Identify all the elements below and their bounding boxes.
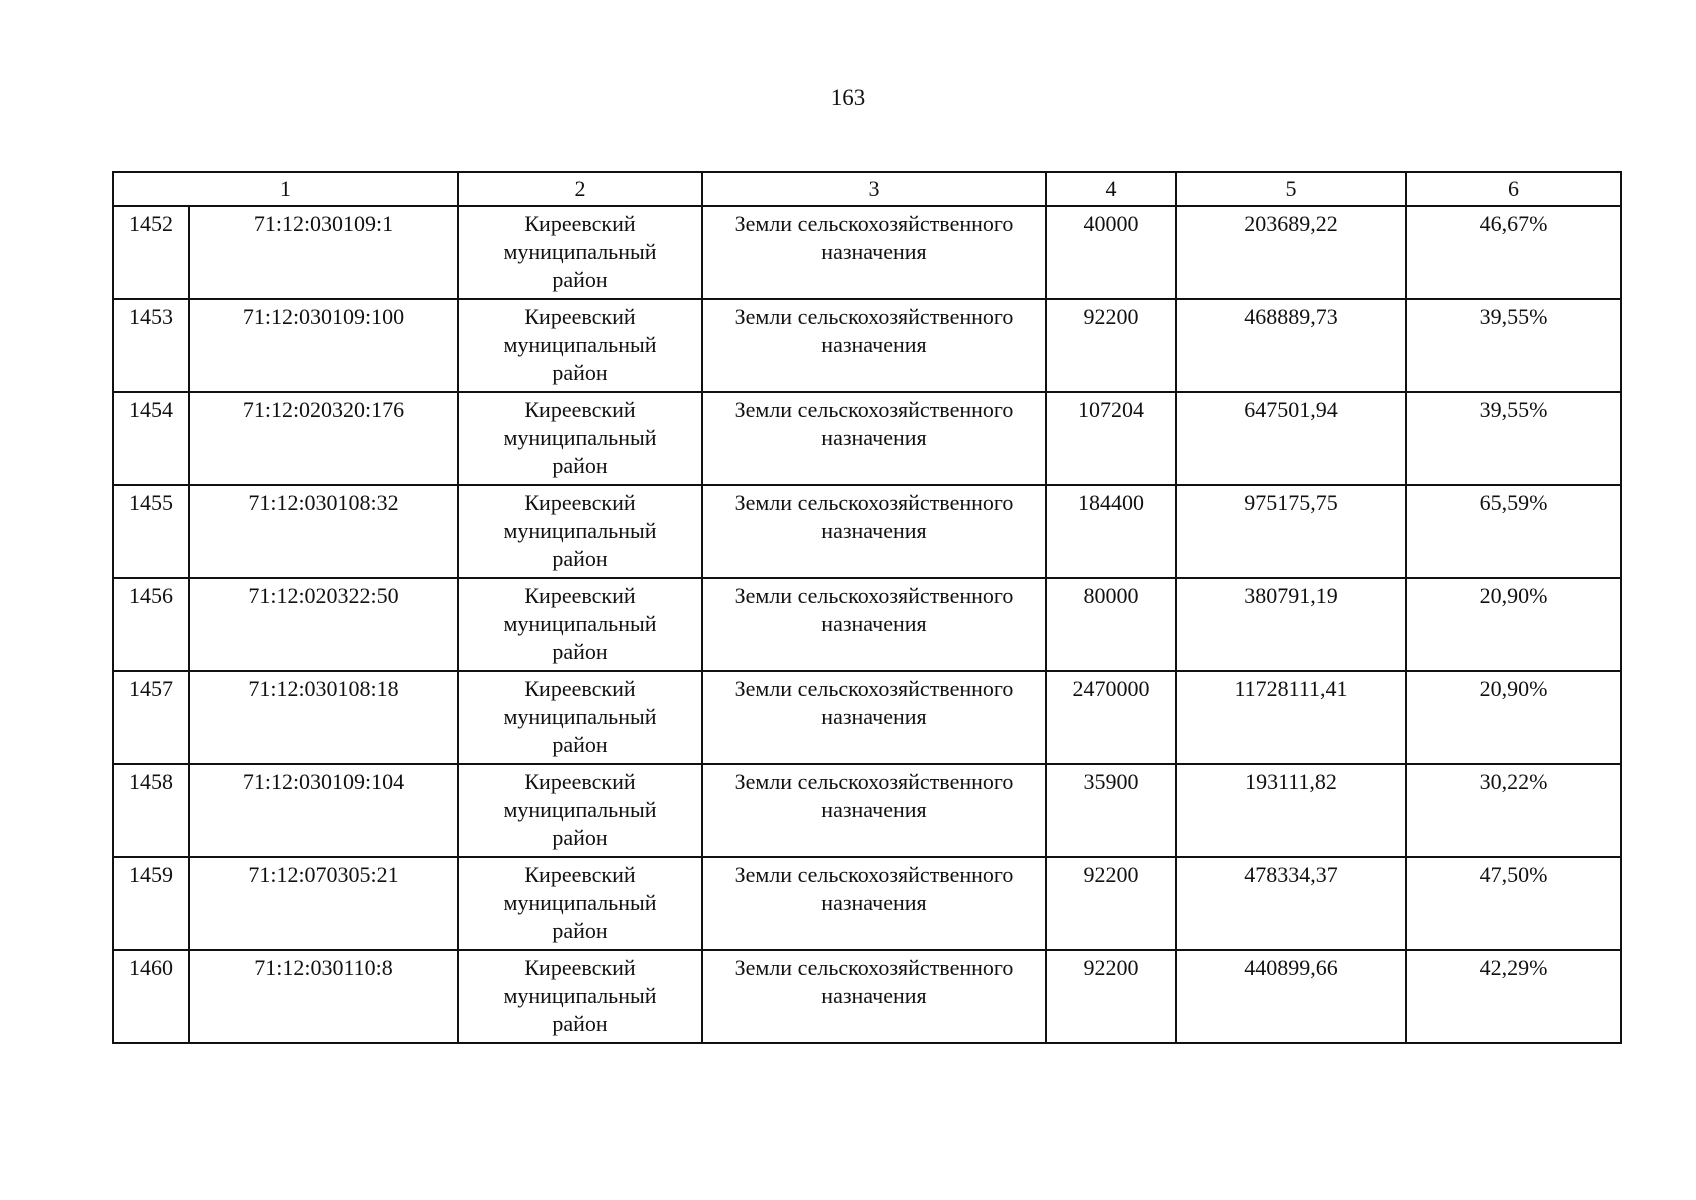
land-category-cell-line: Земли сельскохозяйственного: [734, 862, 1014, 887]
row-number-cell: 1459: [113, 857, 189, 950]
row-number-cell: 1457: [113, 671, 189, 764]
land-category-cell-line: Земли сельскохозяйственного: [734, 211, 1014, 236]
land-category-cell: [702, 764, 1046, 857]
district-cell: [458, 671, 702, 764]
percent-cell: 39,55%: [1406, 299, 1621, 392]
district-cell-line: район: [552, 360, 608, 385]
row-number-cell: 1455: [113, 485, 189, 578]
land-category-cell: [702, 392, 1046, 485]
land-category-cell-line: назначения: [821, 425, 927, 450]
land-category-cell-line: назначения: [821, 332, 927, 357]
row-number-cell: 1452: [113, 206, 189, 299]
district-cell-line: Киреевский: [524, 304, 636, 329]
table-row: [113, 392, 1621, 485]
area-cell: 92200: [1046, 299, 1176, 392]
district-cell: [458, 857, 702, 950]
percent-cell: 20,90%: [1406, 671, 1621, 764]
row-number-cell: 1454: [113, 392, 189, 485]
cadastral-number-cell: 71:12:030109:1: [189, 206, 458, 299]
district-cell: [458, 764, 702, 857]
cadastral-number-cell: 71:12:030108:32: [189, 485, 458, 578]
row-number-cell: 1453: [113, 299, 189, 392]
land-category-cell-line: Земли сельскохозяйственного: [734, 583, 1014, 608]
district-cell: [458, 578, 702, 671]
land-plots-table: [112, 171, 1622, 1044]
area-cell: 107204: [1046, 392, 1176, 485]
page-number: 163: [830, 85, 866, 110]
land-category-cell: [702, 671, 1046, 764]
district-cell-line: Киреевский: [524, 676, 636, 701]
table-row: [113, 485, 1621, 578]
land-category-cell-line: назначения: [821, 704, 927, 729]
land-category-cell-line: Земли сельскохозяйственного: [734, 397, 1014, 422]
cadastral-number-cell: 71:12:070305:21: [189, 857, 458, 950]
district-cell-line: муниципальный: [503, 332, 657, 357]
land-category-cell: [702, 857, 1046, 950]
table-row: [113, 764, 1621, 857]
district-cell-line: Киреевский: [524, 211, 636, 236]
cadastral-number-cell: 71:12:030108:18: [189, 671, 458, 764]
district-cell: [458, 485, 702, 578]
district-cell-line: Киреевский: [524, 862, 636, 887]
cadastral-value-cell: 193111,82: [1176, 764, 1406, 857]
table-row: [113, 950, 1621, 1043]
table-row: [113, 578, 1621, 671]
district-cell-line: муниципальный: [503, 890, 657, 915]
percent-cell: 47,50%: [1406, 857, 1621, 950]
district-cell: [458, 206, 702, 299]
table-header-row: [113, 172, 1621, 206]
land-category-cell: [702, 485, 1046, 578]
district-cell-line: район: [552, 825, 608, 850]
cadastral-value-cell: 468889,73: [1176, 299, 1406, 392]
header-cell-5: 5: [1176, 172, 1406, 206]
row-number-cell: 1458: [113, 764, 189, 857]
land-category-cell-line: Земли сельскохозяйственного: [734, 955, 1014, 980]
land-category-cell-line: Земли сельскохозяйственного: [734, 490, 1014, 515]
land-category-cell-line: назначения: [821, 611, 927, 636]
district-cell: [458, 950, 702, 1043]
percent-cell: 65,59%: [1406, 485, 1621, 578]
land-category-cell-line: Земли сельскохозяйственного: [734, 676, 1014, 701]
header-cell-2: 2: [458, 172, 702, 206]
district-cell-line: муниципальный: [503, 983, 657, 1008]
land-category-cell-line: Земли сельскохозяйственного: [734, 304, 1014, 329]
cadastral-number-cell: 71:12:030109:100: [189, 299, 458, 392]
area-cell: 92200: [1046, 857, 1176, 950]
cadastral-value-cell: 440899,66: [1176, 950, 1406, 1043]
cadastral-number-cell: 71:12:020320:176: [189, 392, 458, 485]
area-cell: 40000: [1046, 206, 1176, 299]
cadastral-number-cell: 71:12:030110:8: [189, 950, 458, 1043]
area-cell: 2470000: [1046, 671, 1176, 764]
row-number-cell: 1460: [113, 950, 189, 1043]
district-cell-line: Киреевский: [524, 769, 636, 794]
percent-cell: 46,67%: [1406, 206, 1621, 299]
land-category-cell: [702, 578, 1046, 671]
district-cell-line: муниципальный: [503, 797, 657, 822]
land-category-cell-line: назначения: [821, 983, 927, 1008]
percent-cell: 20,90%: [1406, 578, 1621, 671]
header-cell-1: 1: [113, 172, 458, 206]
table-row: [113, 857, 1621, 950]
cadastral-value-cell: 11728111,41: [1176, 671, 1406, 764]
cadastral-value-cell: 975175,75: [1176, 485, 1406, 578]
cadastral-number-cell: 71:12:030109:104: [189, 764, 458, 857]
land-category-cell: [702, 950, 1046, 1043]
area-cell: 80000: [1046, 578, 1176, 671]
district-cell-line: район: [552, 732, 608, 757]
land-category-cell-line: назначения: [821, 797, 927, 822]
district-cell-line: район: [552, 453, 608, 478]
district-cell-line: муниципальный: [503, 518, 657, 543]
percent-cell: 39,55%: [1406, 392, 1621, 485]
district-cell: [458, 299, 702, 392]
area-cell: 35900: [1046, 764, 1176, 857]
land-category-cell-line: назначения: [821, 518, 927, 543]
table-row: [113, 671, 1621, 764]
area-cell: 184400: [1046, 485, 1176, 578]
land-category-cell: [702, 206, 1046, 299]
district-cell-line: муниципальный: [503, 425, 657, 450]
land-category-cell-line: назначения: [821, 239, 927, 264]
land-category-cell-line: назначения: [821, 890, 927, 915]
cadastral-value-cell: 647501,94: [1176, 392, 1406, 485]
percent-cell: 30,22%: [1406, 764, 1621, 857]
header-cell-3: 3: [702, 172, 1046, 206]
cadastral-value-cell: 478334,37: [1176, 857, 1406, 950]
land-category-cell-line: Земли сельскохозяйственного: [734, 769, 1014, 794]
table-row: [113, 206, 1621, 299]
district-cell-line: район: [552, 267, 608, 292]
cadastral-value-cell: 380791,19: [1176, 578, 1406, 671]
district-cell-line: Киреевский: [524, 490, 636, 515]
percent-cell: 42,29%: [1406, 950, 1621, 1043]
land-category-cell: [702, 299, 1046, 392]
cadastral-number-cell: 71:12:020322:50: [189, 578, 458, 671]
row-number-cell: 1456: [113, 578, 189, 671]
district-cell: [458, 392, 702, 485]
header-cell-4: 4: [1046, 172, 1176, 206]
district-cell-line: Киреевский: [524, 955, 636, 980]
area-cell: 92200: [1046, 950, 1176, 1043]
district-cell-line: муниципальный: [503, 239, 657, 264]
district-cell-line: район: [552, 546, 608, 571]
district-cell-line: район: [552, 1011, 608, 1036]
cadastral-value-cell: 203689,22: [1176, 206, 1406, 299]
district-cell-line: муниципальный: [503, 611, 657, 636]
district-cell-line: район: [552, 918, 608, 943]
district-cell-line: Киреевский: [524, 583, 636, 608]
district-cell-line: Киреевский: [524, 397, 636, 422]
district-cell-line: район: [552, 639, 608, 664]
header-cell-6: 6: [1406, 172, 1621, 206]
table-row: [113, 299, 1621, 392]
district-cell-line: муниципальный: [503, 704, 657, 729]
